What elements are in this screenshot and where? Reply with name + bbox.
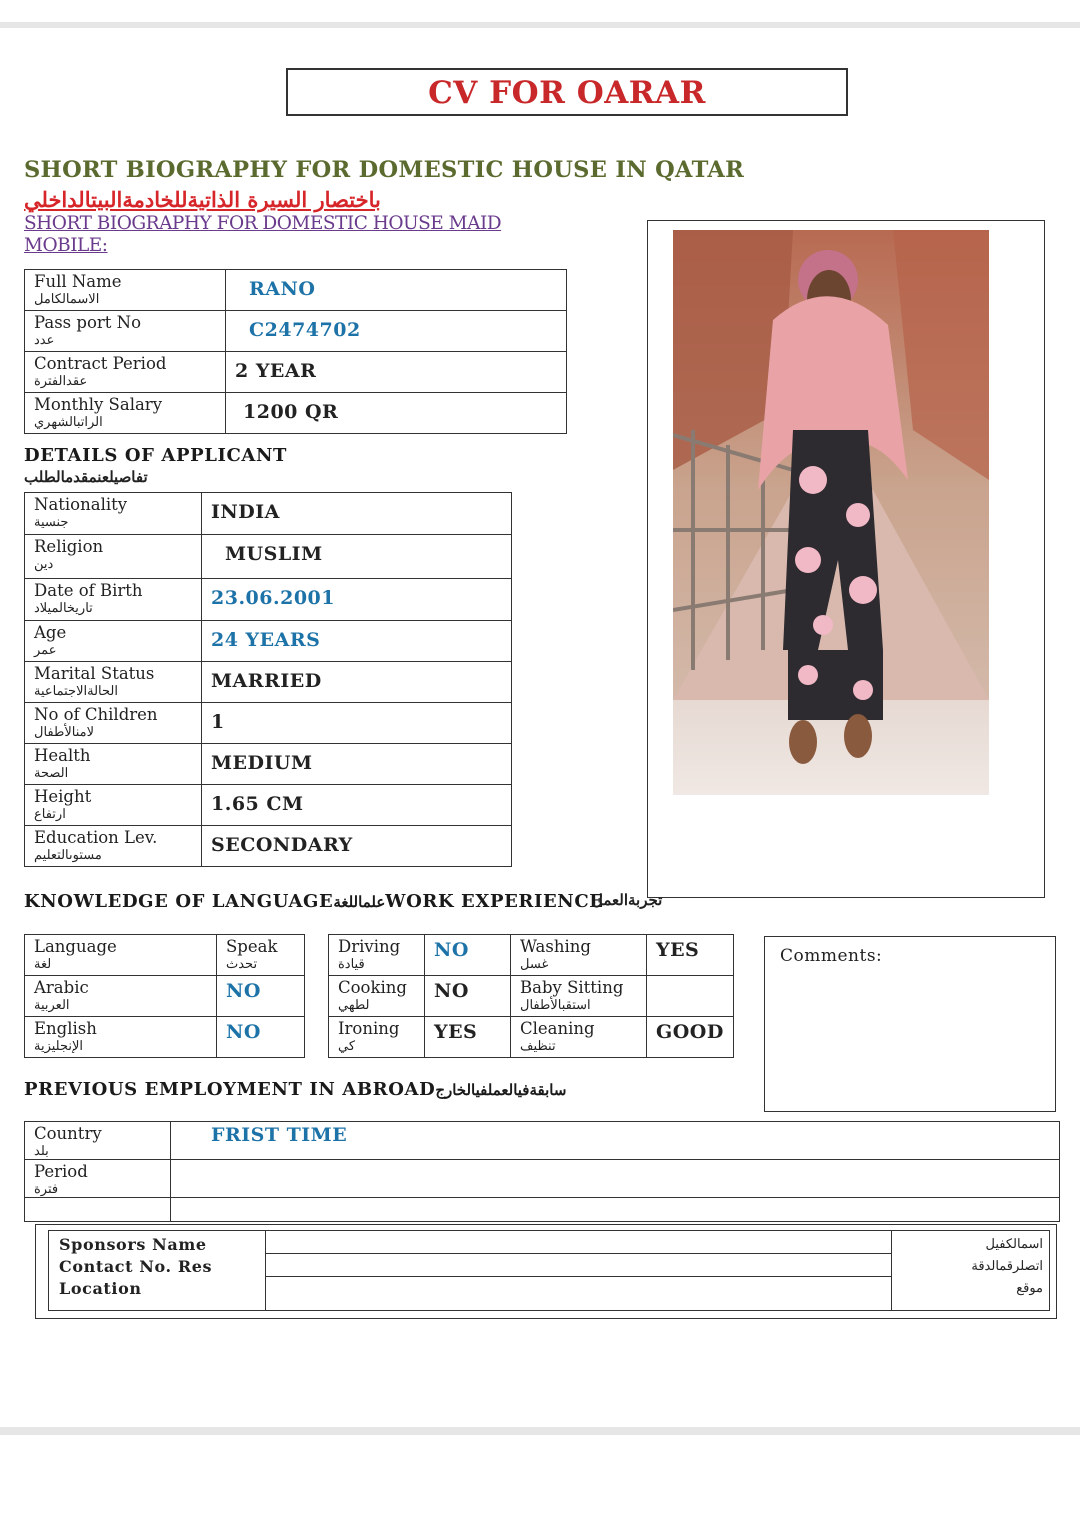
- table-row: Religion دين MUSLIM: [25, 535, 512, 579]
- table-row: Country بلد FRIST TIME: [25, 1122, 1060, 1160]
- table-row: [25, 1198, 1060, 1222]
- salary-value: 1200 QR: [243, 401, 339, 423]
- language-work-heading: KNOWLEDGE OF LANGUAGEعلماللغةWORK EXPERIENCE: [24, 891, 604, 912]
- table-row: Period فترة: [25, 1160, 1060, 1198]
- cv-title: CV FOR OARAR: [428, 75, 706, 111]
- biography-heading: SHORT BIOGRAPHY FOR DOMESTIC HOUSE IN QATAR: [24, 157, 745, 183]
- previous-employment-heading: PREVIOUS EMPLOYMENT IN ABROADسابقةفيالعملفيالخارج: [24, 1079, 567, 1100]
- cv-title-box: [286, 68, 848, 116]
- table-row: Arabic العربية NO: [25, 976, 305, 1017]
- table-row: Pass port No عدد C2474702: [25, 311, 567, 352]
- sponsor-table: [48, 1230, 1050, 1311]
- comments-box: [764, 936, 1056, 1112]
- top-divider: [0, 22, 1080, 28]
- bottom-divider: [0, 1427, 1080, 1435]
- table-row: Education Lev. مستوىالتعليم SECONDARY: [25, 826, 512, 867]
- table-row: Monthly Salary الراتبالشهري 1200 QR: [25, 393, 567, 434]
- basic-info-table: [24, 269, 567, 434]
- table-row: No of Children لامنالأطفال 1: [25, 703, 512, 744]
- table-row: Cooking لطهي NO Baby Sitting استقبالأطفال: [329, 976, 734, 1017]
- table-row: Ironing كي YES Cleaning تنظيف GOOD: [329, 1017, 734, 1058]
- applicant-photo-illustration: [673, 230, 989, 795]
- table-row: Nationality جنسية INDIA: [25, 493, 512, 535]
- table-row: English الإنجليزية NO: [25, 1017, 305, 1058]
- passport-value: C2474702: [249, 319, 361, 341]
- biography-subtitle: SHORT BIOGRAPHY FOR DOMESTIC HOUSE MAID MOBILE:: [24, 213, 502, 256]
- table-row: Health الصحة MEDIUM: [25, 744, 512, 785]
- details-heading: DETAILS OF APPLICANT: [24, 445, 288, 466]
- language-table: [24, 934, 305, 1058]
- table-row: Marital Status الحالةالاجتماعية MARRIED: [25, 662, 512, 703]
- table-row: Date of Birth تاريخالميلاد 23.06.2001: [25, 579, 512, 621]
- table-row: Full Name الاسمالكامل RANO: [25, 270, 567, 311]
- table-row: Driving قيادة NO Washing غسل YES: [329, 935, 734, 976]
- work-heading-arabic: تجربةالعمل: [592, 891, 663, 909]
- table-row: Contract Period عقدالفترة 2 YEAR: [25, 352, 567, 393]
- biography-heading-arabic: باختصار السيرة الذاتيةللخادمةالبيتالداخلي: [24, 187, 381, 212]
- table-row: Sponsors Name Contact No. Res Location اسمالكفيل اتصلرقمالدقة موقع: [49, 1231, 1050, 1311]
- applicant-photo: [673, 230, 989, 795]
- full-name-value: RANO: [249, 278, 316, 300]
- work-experience-table: [328, 934, 734, 1058]
- comments-label: Comments:: [780, 946, 883, 966]
- contract-period-value: 2 YEAR: [235, 360, 317, 382]
- details-heading-arabic: تفاصيلعنمقدمالطلب: [24, 468, 148, 486]
- table-row: Age عمر 24 YEARS: [25, 621, 512, 662]
- applicant-details-table: [24, 492, 512, 867]
- previous-employment-table: [24, 1121, 1060, 1222]
- table-row: Language لغة Speak تحدث: [25, 935, 305, 976]
- table-row: Height ارتفاع 1.65 CM: [25, 785, 512, 826]
